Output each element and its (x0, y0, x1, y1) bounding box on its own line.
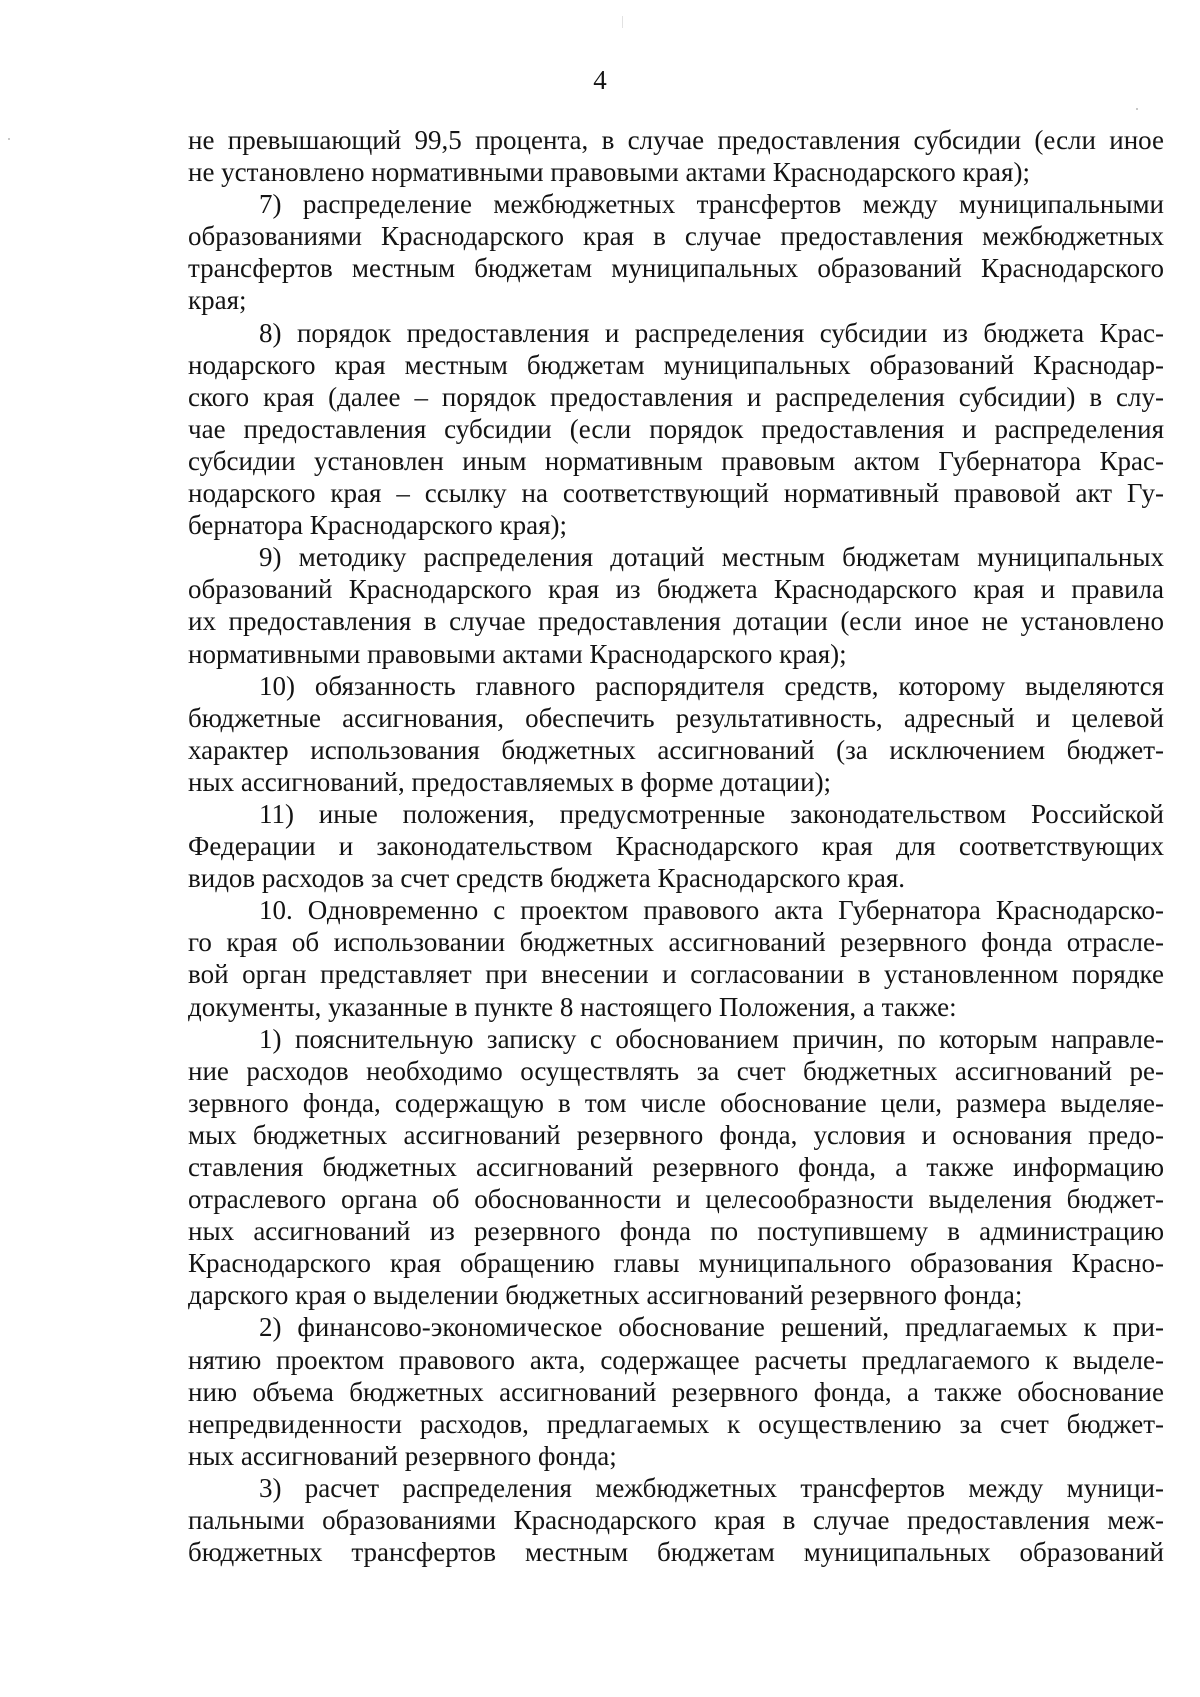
text-line: 8) порядок предоставления и распределения субсидии из бюджета Крас- (259, 317, 1164, 348)
text-line: 3) расчет распределения межбюджетных трансфертов между муници- (259, 1472, 1164, 1503)
document-body (188, 124, 1164, 1568)
text-line: бернатора Краснодарского края); (188, 510, 568, 541)
text-line: трансфертов местным бюджетам муниципальных образований Краснодарского (188, 253, 1164, 284)
text-line: чае предоставления субсидии (если порядок предоставления и распределения (188, 413, 1164, 444)
text-line: нию объема бюджетных ассигнований резервного фонда, а также обоснование (188, 1376, 1164, 1407)
text-line: 7) распределение межбюджетных трансфертов между муниципальными (259, 189, 1164, 220)
text-line: непредвиденности расходов, предлагаемых к осуществлению за счет бюджет- (188, 1408, 1164, 1439)
text-line: мых бюджетных ассигнований резервного фонда, условия и основания предо- (188, 1119, 1164, 1150)
text-line: ние расходов необходимо осуществлять за счет бюджетных ассигнований ре- (188, 1055, 1164, 1086)
text-line: нодарского края – ссылку на соответствующий нормативный правовой акт Гу- (188, 478, 1164, 509)
text-line: го края об использовании бюджетных ассигнований резервного фонда отрасле- (188, 927, 1164, 958)
text-line: документы, указанные в пункте 8 настоящего Положения, а также: (188, 991, 957, 1022)
text-line: 10. Одновременно с проектом правового акта Губернатора Краснодарско- (259, 895, 1164, 926)
text-line: отраслевого органа об обоснованности и целесообразности выделения бюджет- (188, 1184, 1164, 1215)
text-line: нормативными правовыми актами Краснодарского края); (188, 638, 847, 669)
text-line: 11) иные положения, предусмотренные законодательством Российской (259, 798, 1164, 829)
text-line: ского края (далее – порядок предоставления и распределения субсидии) в слу- (188, 381, 1164, 412)
text-line: видов расходов за счет средств бюджета Краснодарского края. (188, 863, 906, 894)
text-line: бюджетные ассигнования, обеспечить результативность, адресный и целевой (188, 702, 1164, 733)
text-line: образований Краснодарского края из бюджета Краснодарского края и правила (188, 574, 1164, 605)
text-line: субсидии установлен иным нормативным правовым актом Губернатора Крас- (188, 445, 1164, 476)
text-line: ных ассигнований резервного фонда; (188, 1440, 617, 1471)
text-line: нятию проектом правового акта, содержащее расчеты предлагаемого к выделе- (188, 1344, 1164, 1375)
text-line: 1) пояснительную записку с обоснованием причин, по которым направле- (259, 1023, 1164, 1054)
text-line: не превышающий 99,5 процента, в случае предоставления субсидии (если иное (188, 125, 1164, 155)
text-line: 9) методику распределения дотаций местным бюджетам муниципальных (259, 542, 1164, 573)
scan-artifact (1136, 108, 1138, 110)
text-line: нодарского края местным бюджетам муниципальных образований Краснодар- (188, 349, 1164, 380)
text-line: зервного фонда, содержащую в том числе обоснование цели, размера выделяе- (188, 1087, 1164, 1118)
scan-artifact (622, 16, 623, 28)
text-line: ных ассигнований, предоставляемых в форме дотации); (188, 766, 832, 797)
scan-artifact (8, 138, 10, 140)
text-line: бюджетных трансфертов местным бюджетам муниципальных образований (188, 1537, 1164, 1568)
page-number: 4 (593, 65, 607, 95)
text-line: края; (188, 285, 247, 316)
text-line: ставления бюджетных ассигнований резервного фонда, а также информацию (188, 1152, 1164, 1182)
text-line: их предоставления в случае предоставления дотации (если иное не установлено (188, 606, 1164, 637)
text-line: образованиями Краснодарского края в случае предоставления межбюджетных (188, 221, 1164, 252)
text-line: ных ассигнований из резервного фонда по поступившему в администрацию (188, 1216, 1164, 1247)
text-line: характер использования бюджетных ассигнований (за исключением бюджет- (188, 734, 1164, 765)
text-line: 2) финансово-экономическое обоснование решений, предлагаемых к при- (259, 1312, 1164, 1343)
text-line: Краснодарского края обращению главы муниципального образования Красно- (188, 1248, 1164, 1279)
text-line: не установлено нормативными правовыми актами Краснодарского края); (188, 157, 1030, 188)
text-line: дарского края о выделении бюджетных ассигнований резервного фонда; (188, 1280, 1023, 1311)
text-line: 10) обязанность главного распорядителя средств, которому выделяются (259, 670, 1164, 701)
text-line: вой орган представляет при внесении и согласовании в установленном порядке (188, 959, 1164, 990)
text-line: пальными образованиями Краснодарского края в случае предоставления меж- (188, 1505, 1164, 1536)
text-line: Федерации и законодательством Краснодарского края для соответствующих (188, 831, 1164, 862)
